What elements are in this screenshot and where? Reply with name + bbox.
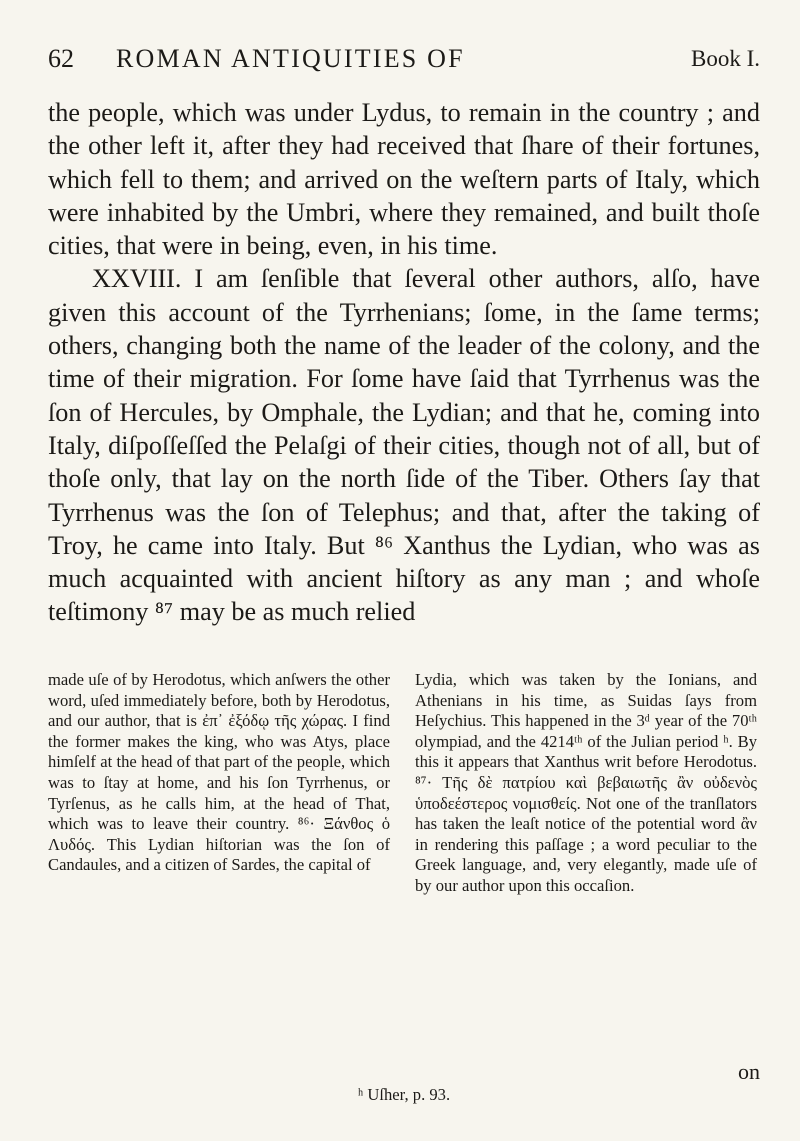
paragraph-continuation: the people, which was under Lydus, to remain in the country ; and the other left it, after they had received that ſhare of their fortunes, which fell to them; and arrived on the weſtern parts of Italy, which were inhabited by the Umbri, where they remained, and built thoſe cities, that were in being, even, in his time. <box>48 98 760 261</box>
catchword: on <box>738 1059 760 1084</box>
running-header <box>48 44 760 84</box>
book-label: Book I. <box>691 46 760 71</box>
notes-column-left <box>48 670 390 876</box>
main-text <box>48 96 760 629</box>
paragraph-xxviii: XXVIII. I am ſenſible that ſeveral other authors, alſo, have given this account of the Tyrrhenians; ſome, in the ſame terms; others, changing both the name of the leader of the colony, and the time of their migration. For ſome have ſaid that Tyrrhenus was the ſon of Hercules, by Omphale, the Lydian; and that he, coming into Italy, diſpoſſeſſed the Pelaſgi of their cities, though not of all, but of thoſe only, that lay on the north ſide of the Tiber. Others ſay that Tyrrhenus was the ſon of Telephus; and that, after the taking of Troy, he came into Italy. But ⁸⁶ Xanthus the Lydian, who was as much acquainted with ancient hiſtory as any man ; and whoſe teſtimony ⁸⁷ may be as much relied <box>48 264 760 627</box>
footnote: ʰ Uſher, p. 93. <box>357 1085 451 1104</box>
notes-right-text: Lydia, which was taken by the Ionians, and Athenians in his time, as Suidas ſays from Heſychius. This happened in the 3ᵈ year of the 70ᵗʰ olympiad, and the 4214ᵗʰ of the Julian period ʰ. By this it appears that Xanthus writ before Herodotus. ⁸⁷· Τῆς δὲ πατρίου καὶ βεβαιωτῆς ἂν οὐδενὸς ὑποδεέστερος νομισθείς. Not one of the tranſlators has taken the leaſt notice of the potential word ἂν in rendering this paſſage ; a word peculiar to the Greek language, and, very elegantly, made uſe of by our author upon this occaſion. <box>415 670 757 895</box>
notes-left-text: made uſe of by Herodotus, which anſwers the other word, uſed immediately before, both by Herodotus, and our author, that is ἐπ᾿ ἐξόδῳ τῆς χώρας. I find the former makes the king, who was Atys, place himſelf at the head of that part of the people, which was to ſtay at home, and his ſon Tyrrhenus, or Tyrſenus, as he calls him, at the head of That, which was to leave their country. ⁸⁶· Ξάνθος ὁ Λυδός. This Lydian hiſtorian was the ſon of Candaules, and a citizen of Sardes, the capital of <box>48 670 390 875</box>
running-title: ROMAN ANTIQUITIES OF <box>116 44 465 73</box>
notes-column-right <box>415 670 757 897</box>
page-number: 62 <box>48 44 74 73</box>
